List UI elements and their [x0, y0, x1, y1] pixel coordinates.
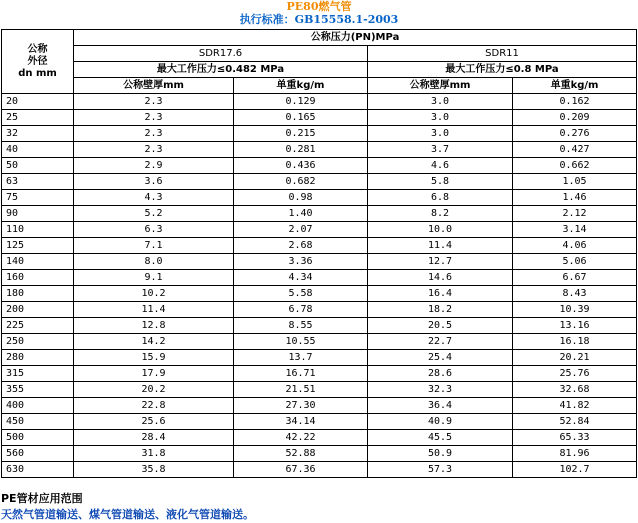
group1-weight-cell: 4.34 — [234, 270, 368, 286]
group2-weight-cell: 81.96 — [513, 446, 637, 462]
group1-thickness-cell: 35.8 — [74, 462, 234, 478]
table-row — [2, 174, 637, 190]
dn-cell: 280 — [2, 350, 74, 366]
group2-thickness-cell: 6.8 — [368, 190, 513, 206]
group2-thickness-cell: 14.6 — [368, 270, 513, 286]
dn-cell: 90 — [2, 206, 74, 222]
group1-thickness-cell: 2.3 — [74, 142, 234, 158]
dn-cell: 32 — [2, 126, 74, 142]
group2-weight-cell: 3.14 — [513, 222, 637, 238]
group2-thickness-cell: 57.3 — [368, 462, 513, 478]
group2-sdr: SDR11 — [368, 46, 637, 62]
pressure-header: 公称压力(PN)MPa — [74, 30, 637, 46]
group1-weight-cell: 16.71 — [234, 366, 368, 382]
group2-weight-cell: 52.84 — [513, 414, 637, 430]
dn-cell: 250 — [2, 334, 74, 350]
table-row — [2, 206, 637, 222]
group2-thickness-cell: 36.4 — [368, 398, 513, 414]
group1-weight-cell: 6.78 — [234, 302, 368, 318]
dn-cell: 63 — [2, 174, 74, 190]
table-row — [2, 446, 637, 462]
group1-weight-cell: 2.68 — [234, 238, 368, 254]
table-row — [2, 270, 637, 286]
group2-thickness-cell: 12.7 — [368, 254, 513, 270]
group1-weight-cell: 0.682 — [234, 174, 368, 190]
group2-weight-cell: 0.276 — [513, 126, 637, 142]
dn-cell: 140 — [2, 254, 74, 270]
group2-thickness-cell: 3.0 — [368, 94, 513, 110]
table-row — [2, 414, 637, 430]
group1-thickness-cell: 2.3 — [74, 126, 234, 142]
dn-cell: 50 — [2, 158, 74, 174]
group1-thickness-cell: 7.1 — [74, 238, 234, 254]
group1-thickness-cell: 15.9 — [74, 350, 234, 366]
group2-weight-cell: 0.209 — [513, 110, 637, 126]
group1-thickness-cell: 12.8 — [74, 318, 234, 334]
group2-weight-cell: 65.33 — [513, 430, 637, 446]
group2-thickness-cell: 5.8 — [368, 174, 513, 190]
group2-thickness-cell: 45.5 — [368, 430, 513, 446]
dn-header-line2: 外径 — [27, 55, 48, 67]
dn-cell: 315 — [2, 366, 74, 382]
group1-col-weight: 单重kg/m — [234, 78, 368, 94]
group2-col-weight: 单重kg/m — [513, 78, 637, 94]
table-row — [2, 462, 637, 478]
table-row — [2, 430, 637, 446]
group2-weight-cell: 10.39 — [513, 302, 637, 318]
group1-thickness-cell: 6.3 — [74, 222, 234, 238]
group2-thickness-cell: 20.5 — [368, 318, 513, 334]
table-row — [2, 238, 637, 254]
dn-cell: 355 — [2, 382, 74, 398]
group2-weight-cell: 8.43 — [513, 286, 637, 302]
group1-thickness-cell: 4.3 — [74, 190, 234, 206]
group1-weight-cell: 2.07 — [234, 222, 368, 238]
group1-thickness-cell: 22.8 — [74, 398, 234, 414]
group2-weight-cell: 20.21 — [513, 350, 637, 366]
group2-weight-cell: 0.662 — [513, 158, 637, 174]
group1-weight-cell: 8.55 — [234, 318, 368, 334]
dn-cell: 110 — [2, 222, 74, 238]
group1-weight-cell: 0.165 — [234, 110, 368, 126]
dn-cell: 225 — [2, 318, 74, 334]
group1-thickness-cell: 8.0 — [74, 254, 234, 270]
group1-thickness-cell: 31.8 — [74, 446, 234, 462]
group1-weight-cell: 0.436 — [234, 158, 368, 174]
group1-thickness-cell: 17.9 — [74, 366, 234, 382]
table-row — [2, 142, 637, 158]
group1-weight-cell: 27.30 — [234, 398, 368, 414]
group2-thickness-cell: 25.4 — [368, 350, 513, 366]
dn-cell: 20 — [2, 94, 74, 110]
group2-thickness-cell: 3.0 — [368, 110, 513, 126]
group2-weight-cell: 13.16 — [513, 318, 637, 334]
dn-header — [2, 30, 74, 94]
group2-thickness-cell: 3.7 — [368, 142, 513, 158]
group2-weight-cell: 1.46 — [513, 190, 637, 206]
group1-weight-cell: 52.88 — [234, 446, 368, 462]
group1-weight-cell: 67.36 — [234, 462, 368, 478]
dn-cell: 200 — [2, 302, 74, 318]
group1-weight-cell: 34.14 — [234, 414, 368, 430]
group1-thickness-cell: 2.3 — [74, 110, 234, 126]
group1-max-pressure: 最大工作压力≤0.482 MPa — [74, 62, 368, 78]
table-row — [2, 126, 637, 142]
table-row — [2, 334, 637, 350]
group1-weight-cell: 5.58 — [234, 286, 368, 302]
table-row — [2, 366, 637, 382]
group2-thickness-cell: 40.9 — [368, 414, 513, 430]
group1-thickness-cell: 25.6 — [74, 414, 234, 430]
dn-cell: 125 — [2, 238, 74, 254]
group2-thickness-cell: 10.0 — [368, 222, 513, 238]
group2-weight-cell: 0.162 — [513, 94, 637, 110]
standard-subtitle: 执行标准：GB15558.1-2003 — [239, 13, 399, 26]
group2-weight-cell: 16.18 — [513, 334, 637, 350]
group1-col-thickness: 公称壁厚mm — [74, 78, 234, 94]
page-title: PE80燃气管 — [286, 0, 352, 13]
table-row — [2, 254, 637, 270]
group1-thickness-cell: 20.2 — [74, 382, 234, 398]
group2-weight-cell: 41.82 — [513, 398, 637, 414]
dn-cell: 630 — [2, 462, 74, 478]
group2-weight-cell: 4.06 — [513, 238, 637, 254]
group2-weight-cell: 5.06 — [513, 254, 637, 270]
dn-cell: 75 — [2, 190, 74, 206]
dn-header-line3: dn mm — [18, 67, 57, 79]
group1-thickness-cell: 3.6 — [74, 174, 234, 190]
table-row — [2, 94, 637, 110]
group2-thickness-cell: 8.2 — [368, 206, 513, 222]
footer-heading: PE管材应用范围 — [1, 492, 83, 505]
group1-thickness-cell: 10.2 — [74, 286, 234, 302]
table-row — [2, 318, 637, 334]
group1-thickness-cell: 2.3 — [74, 94, 234, 110]
dn-cell: 560 — [2, 446, 74, 462]
dn-cell: 25 — [2, 110, 74, 126]
group2-weight-cell: 2.12 — [513, 206, 637, 222]
group2-col-thickness: 公称壁厚mm — [368, 78, 513, 94]
group1-weight-cell: 1.40 — [234, 206, 368, 222]
group2-weight-cell: 6.67 — [513, 270, 637, 286]
dn-cell: 400 — [2, 398, 74, 414]
spec-table — [1, 29, 637, 478]
group1-weight-cell: 42.22 — [234, 430, 368, 446]
group2-thickness-cell: 50.9 — [368, 446, 513, 462]
group1-weight-cell: 0.281 — [234, 142, 368, 158]
table-row — [2, 190, 637, 206]
group1-weight-cell: 3.36 — [234, 254, 368, 270]
table-row — [2, 222, 637, 238]
group2-thickness-cell: 32.3 — [368, 382, 513, 398]
group1-thickness-cell: 2.9 — [74, 158, 234, 174]
group2-weight-cell: 32.68 — [513, 382, 637, 398]
group2-thickness-cell: 11.4 — [368, 238, 513, 254]
table-row — [2, 286, 637, 302]
group2-max-pressure: 最大工作压力≤0.8 MPa — [368, 62, 637, 78]
group1-thickness-cell: 14.2 — [74, 334, 234, 350]
group2-weight-cell: 0.427 — [513, 142, 637, 158]
group2-thickness-cell: 16.4 — [368, 286, 513, 302]
group2-weight-cell: 1.05 — [513, 174, 637, 190]
dn-cell: 450 — [2, 414, 74, 430]
group1-weight-cell: 21.51 — [234, 382, 368, 398]
table-row — [2, 350, 637, 366]
dn-cell: 500 — [2, 430, 74, 446]
spec-table-body — [2, 94, 637, 478]
table-row — [2, 110, 637, 126]
table-row — [2, 382, 637, 398]
group2-thickness-cell: 28.6 — [368, 366, 513, 382]
group2-thickness-cell: 22.7 — [368, 334, 513, 350]
dn-cell: 160 — [2, 270, 74, 286]
table-row — [2, 302, 637, 318]
group1-thickness-cell: 11.4 — [74, 302, 234, 318]
group2-weight-cell: 25.76 — [513, 366, 637, 382]
group1-thickness-cell: 28.4 — [74, 430, 234, 446]
group1-thickness-cell: 9.1 — [74, 270, 234, 286]
group1-sdr: SDR17.6 — [74, 46, 368, 62]
group2-weight-cell: 102.7 — [513, 462, 637, 478]
group1-weight-cell: 0.98 — [234, 190, 368, 206]
dn-cell: 40 — [2, 142, 74, 158]
group1-thickness-cell: 5.2 — [74, 206, 234, 222]
group1-weight-cell: 13.7 — [234, 350, 368, 366]
table-row — [2, 158, 637, 174]
footer-text: 天然气管道输送、煤气管道输送、液化气管道输送。 — [1, 508, 254, 521]
group2-thickness-cell: 3.0 — [368, 126, 513, 142]
table-row — [2, 398, 637, 414]
group1-weight-cell: 0.129 — [234, 94, 368, 110]
group2-thickness-cell: 18.2 — [368, 302, 513, 318]
group1-weight-cell: 10.55 — [234, 334, 368, 350]
group1-weight-cell: 0.215 — [234, 126, 368, 142]
dn-cell: 180 — [2, 286, 74, 302]
dn-header-line1: 公称 — [27, 43, 48, 55]
group2-thickness-cell: 4.6 — [368, 158, 513, 174]
